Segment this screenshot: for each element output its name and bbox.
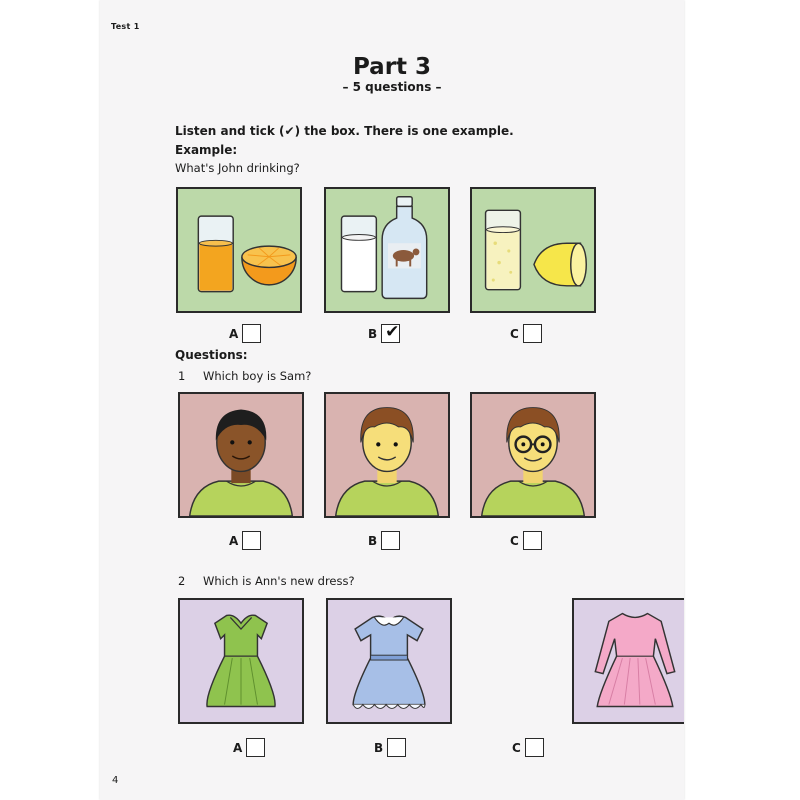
q2-option-a[interactable] bbox=[233, 738, 265, 757]
q2-option-c[interactable] bbox=[512, 738, 544, 757]
option-letter: A bbox=[229, 533, 239, 548]
question-text: Which is Ann's new dress? bbox=[203, 574, 355, 588]
pink-dress-icon bbox=[574, 600, 684, 722]
lemonade-glass-icon bbox=[472, 189, 594, 311]
question-number: 1 bbox=[178, 369, 186, 383]
boy-dark-skin-icon bbox=[180, 394, 302, 516]
example-option-b[interactable] bbox=[368, 324, 400, 343]
part-subtitle: – 5 questions – bbox=[342, 80, 442, 94]
running-head: Test 1 bbox=[111, 22, 140, 31]
option-letter: B bbox=[374, 740, 384, 755]
answer-checkbox-checked[interactable] bbox=[381, 324, 400, 343]
green-dress-icon bbox=[180, 600, 302, 722]
example-picture-c bbox=[470, 187, 596, 313]
q1-option-c[interactable] bbox=[510, 531, 542, 550]
answer-checkbox[interactable] bbox=[387, 738, 406, 757]
option-letter: C bbox=[510, 533, 519, 548]
blue-dress-icon bbox=[328, 600, 450, 722]
instruction-text: Listen and tick (✔) the box. There is one example. bbox=[175, 124, 514, 138]
answer-checkbox[interactable] bbox=[381, 531, 400, 550]
question-number: 2 bbox=[178, 574, 186, 588]
example-option-c[interactable] bbox=[510, 324, 542, 343]
q2-picture-c bbox=[572, 598, 684, 724]
example-picture-a bbox=[176, 187, 302, 313]
q2-picture-b bbox=[326, 598, 452, 724]
option-letter: B bbox=[368, 326, 378, 341]
example-question: What's John drinking? bbox=[175, 161, 300, 175]
question-2 bbox=[178, 574, 355, 588]
option-letter: C bbox=[510, 326, 519, 341]
answer-checkbox[interactable] bbox=[523, 324, 542, 343]
q2-option-b[interactable] bbox=[374, 738, 406, 757]
boy-brown-hair-icon bbox=[326, 394, 448, 516]
q2-picture-a bbox=[178, 598, 304, 724]
answer-checkbox[interactable] bbox=[523, 531, 542, 550]
answer-checkbox[interactable] bbox=[242, 324, 261, 343]
page-number: 4 bbox=[112, 775, 119, 786]
tick-icon: ✔ bbox=[385, 322, 400, 342]
questions-heading: Questions: bbox=[175, 348, 248, 362]
q1-picture-c bbox=[470, 392, 596, 518]
q1-picture-b bbox=[324, 392, 450, 518]
q1-option-a[interactable] bbox=[229, 531, 261, 550]
option-letter: B bbox=[368, 533, 378, 548]
option-letter: A bbox=[233, 740, 243, 755]
example-option-a[interactable] bbox=[229, 324, 261, 343]
q1-option-b[interactable] bbox=[368, 531, 400, 550]
q1-picture-a bbox=[178, 392, 304, 518]
boy-glasses-icon bbox=[472, 394, 594, 516]
answer-checkbox[interactable] bbox=[246, 738, 265, 757]
answer-checkbox[interactable] bbox=[525, 738, 544, 757]
option-letter: A bbox=[229, 326, 239, 341]
part-title: Part 3 bbox=[352, 54, 432, 80]
orange-juice-glass-icon bbox=[178, 189, 300, 311]
question-1 bbox=[178, 369, 311, 383]
worksheet-page bbox=[100, 0, 684, 800]
example-picture-b bbox=[324, 187, 450, 313]
option-letter: C bbox=[512, 740, 521, 755]
question-text: Which boy is Sam? bbox=[203, 369, 312, 383]
example-heading: Example: bbox=[175, 143, 238, 157]
answer-checkbox[interactable] bbox=[242, 531, 261, 550]
milk-glass-bottle-icon bbox=[326, 189, 448, 311]
